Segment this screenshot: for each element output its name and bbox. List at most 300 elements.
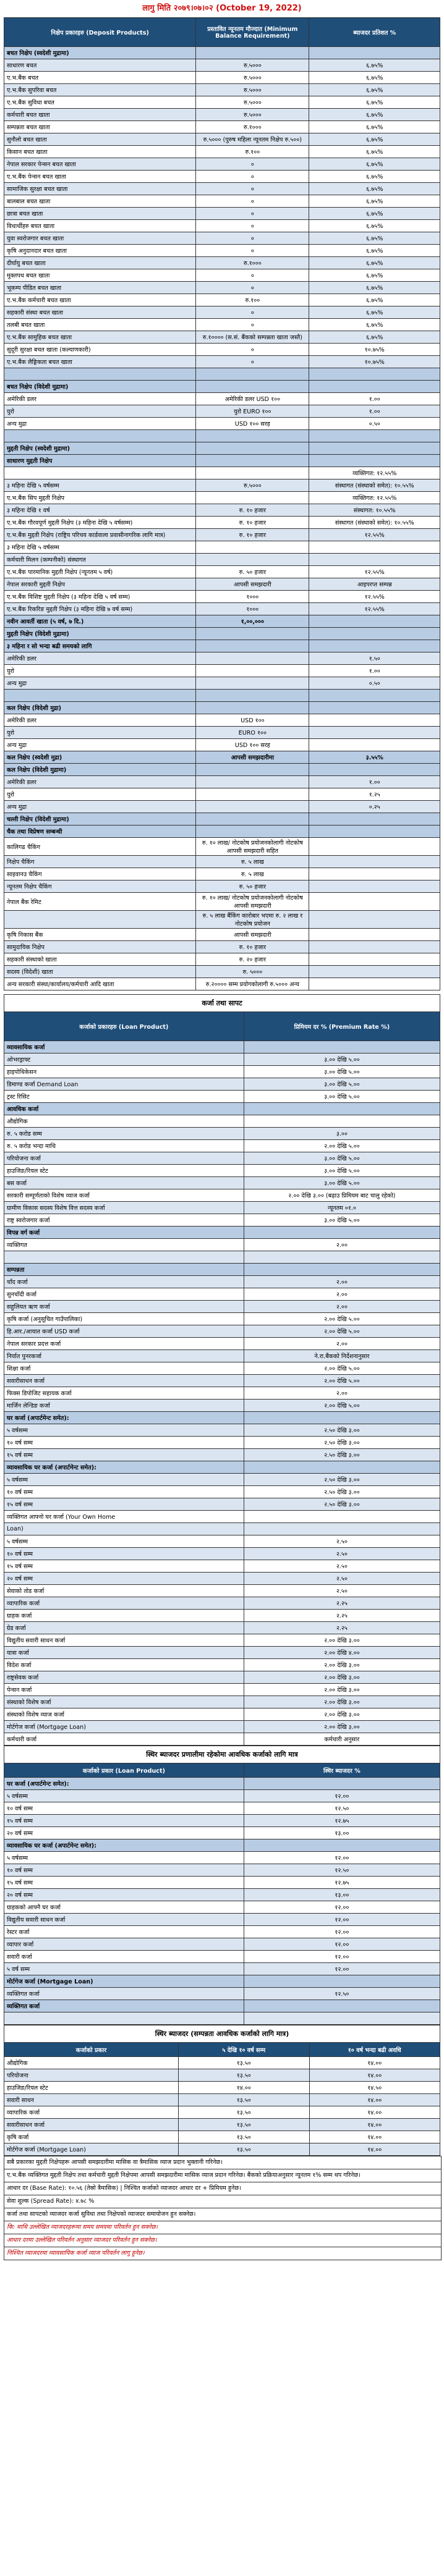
cell-c2 [196, 492, 309, 504]
cell-c1: ए.भ.बैंक सामुहिक बचत खाता [4, 331, 196, 344]
cell-c1: हि.आर./आयात कर्जा USD कर्जा [4, 1325, 244, 1338]
table-row [4, 1901, 440, 1914]
cell-c2: रु.१०० [196, 146, 309, 158]
cell-c1: बस कर्जा [4, 1177, 244, 1189]
table-row [4, 158, 440, 171]
cell-c2: २.०० [244, 1276, 440, 1288]
cell-c2: ० [196, 183, 309, 195]
cell-c2: रु.५००० [196, 96, 309, 109]
cell-c1: किसान बचत खाता [4, 146, 196, 158]
cell-c2: १४.०० [179, 2082, 310, 2094]
cell-c3: ०.५० [309, 418, 440, 430]
cell-c3 [309, 628, 440, 640]
fixed-loan-section-title: स्थिर ब्याजदर प्रणालीमा रहेकोमा आवधिक कर्जाको लागि मात्र [4, 1746, 440, 1763]
cell-c3: ६.७५% [309, 319, 440, 331]
cell-c2: आपसी समझदारी [196, 578, 309, 591]
cell-c2: २.०० [244, 1387, 440, 1400]
section-row [4, 1975, 440, 1988]
table-row [4, 1066, 440, 1078]
cell-c1: युरो [4, 665, 196, 677]
table-row [4, 1610, 440, 1622]
cell-c3: ६.७५% [309, 269, 440, 282]
table-row [4, 492, 440, 504]
cell-c2: २.०० देखि ५.०० [244, 1313, 440, 1325]
cell-c2: ० [196, 344, 309, 356]
cell-c1: सवारी कर्जा [4, 1951, 244, 1963]
cell-c3: १२.५५% [309, 591, 440, 603]
cell-c3: १.०० [309, 776, 440, 788]
table-row [4, 344, 440, 356]
cell-c2 [244, 2012, 440, 2025]
table-row [4, 566, 440, 578]
section-row [4, 2000, 440, 2012]
cell-c1: कृषि कर्जा [4, 2131, 179, 2143]
cell-c1: दीर्घायु बचत खाता [4, 257, 196, 269]
cell-c1: चैक तथा विप्रेषण सम्बन्धी [4, 826, 196, 838]
cell-c1: सुनचाँदी कर्जा [4, 1288, 244, 1301]
section-row [4, 702, 440, 714]
cell-c1: शिक्षा कर्जा [4, 1362, 244, 1375]
variable-loan-header-10-plus: १० वर्ष भन्दा बढी अवधि [309, 2043, 440, 2057]
table-row [4, 418, 440, 430]
table-row [4, 2131, 440, 2143]
loan-body [4, 1041, 440, 1746]
cell-c1: घर कर्जा (अपार्टमेन्ट समेत): [4, 1778, 244, 1790]
cell-c2: रु. ५ लाख [196, 856, 309, 868]
cell-c2 [196, 788, 309, 801]
table-row [4, 1375, 440, 1387]
table-row [4, 1140, 440, 1152]
table-row [4, 1214, 440, 1227]
cell-c1: मार्जिन लेन्डिङ कर्जा [4, 1400, 244, 1412]
deposit-header-rate: ब्याजदर प्रतिशत % [309, 18, 440, 47]
cell-c1: ग्रेड कर्जा [4, 1622, 244, 1634]
cell-c2: ० [196, 356, 309, 368]
cell-c2: रु.५००० (पुरुष महिला न्यूनतम निक्षेप रु.५००) [196, 133, 309, 146]
cell-c1: संस्थाको विशेष कर्जा [4, 1696, 244, 1708]
fixed-loan-header-rate: स्थिर ब्याजदर % [244, 1763, 440, 1778]
table-row [4, 59, 440, 72]
cell-c1: सेवाको तोड कर्जा [4, 1585, 244, 1597]
table-row [4, 591, 440, 603]
cell-c1: राष्ट्र स्वरोजगार कर्जा [4, 1214, 244, 1227]
cell-c2: २.०० [244, 1301, 440, 1313]
section-row [4, 1778, 440, 1790]
cell-c2 [244, 1523, 440, 1535]
cell-c2: २.५० [244, 1560, 440, 1573]
table-row [4, 1486, 440, 1498]
section-row [4, 455, 440, 467]
table-row [4, 1790, 440, 1802]
cell-c3 [309, 893, 440, 911]
cell-c3: १.५० [309, 652, 440, 665]
cell-c2: १३.५० [179, 2094, 310, 2106]
table-row [4, 529, 440, 541]
cell-c3: १४.०० [309, 2094, 440, 2106]
cell-c3 [309, 541, 440, 554]
cell-c3: ६.७५% [309, 195, 440, 208]
cell-c1: विदेश कर्जा [4, 1659, 244, 1671]
cell-c1: व्यापारिक कर्जा [4, 2106, 179, 2119]
cell-c2: रु. १० लाख/ नोटकोष प्रयोजनकोलागी नोटकोष आपसी समझदारी सहित [196, 838, 309, 856]
table-row [4, 1152, 440, 1165]
cell-c3: ६.७५% [309, 109, 440, 121]
cell-c2: ० [196, 306, 309, 319]
cell-c2: ० [196, 171, 309, 183]
cell-c1: रु. ५ करोड भन्दा माथि [4, 1140, 244, 1152]
cell-c1 [4, 911, 196, 929]
table-row [4, 1671, 440, 1684]
table-row [4, 1239, 440, 1251]
table-row [4, 1511, 440, 1523]
cell-c1: ५ वर्षसम्म [4, 1852, 244, 1864]
table-row [4, 1914, 440, 1926]
cell-c3 [309, 941, 440, 953]
table-row [4, 868, 440, 880]
cell-c2: २.५० देखि ३.०० [244, 1437, 440, 1449]
table-row [4, 171, 440, 183]
cell-c3: १४.०० [309, 2131, 440, 2143]
cell-c2: १२.०० [244, 1938, 440, 1951]
cell-c1: कालिगढ चैकिंग [4, 838, 196, 856]
cell-c2: २.५० देखि ३.०० [244, 1449, 440, 1461]
table-row [4, 1276, 440, 1288]
cell-c2 [196, 764, 309, 776]
cell-c3: ६.७५% [309, 282, 440, 294]
table-row [4, 893, 440, 911]
cell-c1: सामाजिक सुरक्षा बचत खाता [4, 183, 196, 195]
cell-c1: हाइपोथिकेसन [4, 1066, 244, 1078]
cell-c2 [244, 1778, 440, 1790]
cell-c2: ने.रा.बैंकको निर्देशनानुसार [244, 1350, 440, 1362]
cell-c2: रु. ५००० [196, 966, 309, 978]
table-row [4, 282, 440, 294]
cell-c1: कृषि निकास बैंक [4, 929, 196, 941]
cell-c2: २.५० देखि ३.०० [244, 1474, 440, 1486]
cell-c1: अमेरिकी डलर [4, 776, 196, 788]
cell-c2 [244, 1412, 440, 1424]
section-row [4, 47, 440, 59]
cell-c1: साइवानउ चैकिंग [4, 868, 196, 880]
cell-c3: १४.०० [309, 2119, 440, 2131]
variable-loan-header-row [4, 2043, 440, 2057]
cell-c1: बचत निक्षेप (विदेशी मुद्रामा) [4, 381, 196, 393]
cell-c2 [196, 368, 309, 381]
cell-c1: व्यक्तिगत कर्जा [4, 2000, 244, 2012]
cell-c2: रु.१००० [196, 257, 309, 269]
fixed-loan-header-product: कर्जाको प्रकार (Loan Product) [4, 1763, 244, 1778]
cell-c3: १.०० [309, 393, 440, 405]
cell-c1: सवारीसाधन कर्जा [4, 2119, 179, 2131]
cell-c3: १२.५५% [309, 603, 440, 615]
cell-c1: व्यक्तिगत आफ्नो घर कर्जा (Your Own Home [4, 1511, 244, 1523]
table-row [4, 1963, 440, 1975]
cell-c2: रु.२०००० सम्म प्रयोगकोलागी रु.५००० अन्य [196, 978, 309, 990]
cell-c3 [309, 953, 440, 966]
table-row [4, 788, 440, 801]
table-row [4, 1926, 440, 1938]
cell-c1: ए.भ.बैंक बचत [4, 72, 196, 84]
table-row [4, 801, 440, 813]
cell-c1: मुद्दती निक्षेप (स्वदेशी मुद्रामा) [4, 442, 196, 455]
cell-c3: ६.७५% [309, 294, 440, 306]
table-row [4, 1350, 440, 1362]
cell-c1: ५ वर्षसम्म [4, 1535, 244, 1548]
cell-c1: व्यक्तिगत कर्जा [4, 1988, 244, 2000]
cell-c1: कल निक्षेप (स्वदेशी मुद्रा) [4, 751, 196, 764]
table-row [4, 2069, 440, 2082]
table-row [4, 1523, 440, 1535]
cell-c2: २.०० देखि ५.०० [244, 1400, 440, 1412]
table-row [4, 109, 440, 121]
cell-c1: ए.भ.बैंक पारमानिक मुद्दती निक्षेप (न्यूनतम ५ वर्ष) [4, 566, 196, 578]
cell-c2 [196, 442, 309, 455]
cell-c2: २.०० देखि ४.०० [244, 1647, 440, 1659]
cell-c3: ६.७५% [309, 257, 440, 269]
cell-c2 [244, 1041, 440, 1054]
table-row [4, 1128, 440, 1140]
table-row [4, 1721, 440, 1733]
cell-c2 [196, 702, 309, 714]
cell-c3 [309, 47, 440, 59]
cell-c2: १,००,००० [196, 615, 309, 628]
table-row [4, 1708, 440, 1721]
section-row [4, 1412, 440, 1424]
cell-c1: ग्राहक कर्जा [4, 1610, 244, 1622]
cell-c3: ६.७५% [309, 121, 440, 133]
cell-c3: १४.०० [309, 2057, 440, 2069]
cell-c1: अमेरिकी डलर [4, 393, 196, 405]
cell-c3: संस्थागत: १०.५५% [309, 504, 440, 517]
cell-c1: १० वर्ष सम्म [4, 1548, 244, 1560]
cell-c1: ए.भ.बैंक गौरवपूर्ण मुद्दती निक्षेप (३ महिना देखि ५ वर्षसम्म) [4, 517, 196, 529]
table-row [4, 1659, 440, 1671]
cell-c2: आपसी समझदारीमा [196, 751, 309, 764]
cell-c1: नेपाल सरकार पेन्सन बचत खाता [4, 158, 196, 171]
cell-c2: १२.०० [244, 1852, 440, 1864]
cell-c1: परियोजना [4, 2069, 179, 2082]
cell-c3: ३.५५% [309, 751, 440, 764]
table-row [4, 306, 440, 319]
table-row [4, 1165, 440, 1177]
cell-c1: कृषि कर्जा (अनुसूचित गाउँपालिका) [4, 1313, 244, 1325]
cell-c3 [309, 727, 440, 739]
cell-c3 [309, 640, 440, 652]
cell-c3: ६.७५% [309, 146, 440, 158]
cell-c1: औद्योगिक [4, 2057, 179, 2069]
cell-c1: रेस्टर कर्जा [4, 1926, 244, 1938]
cell-c2 [196, 665, 309, 677]
cell-c1: युरो [4, 727, 196, 739]
cell-c1: ए.भ.बैंक सिप मुद्दती निक्षेप [4, 492, 196, 504]
cell-c2: २.०० देखि ३.०० [244, 1671, 440, 1684]
cell-c1: ग्रामीण विकास सदस्य विशेष वित्त सदस्य कर्जा [4, 1202, 244, 1214]
cell-c3: ६.७५% [309, 96, 440, 109]
cell-c1: फिक्स डिपोजिट सहायक कर्जा [4, 1387, 244, 1400]
fixed-loan-table [4, 1763, 440, 2025]
cell-c1: ५ वर्ष सम्म [4, 1963, 244, 1975]
table-row [4, 677, 440, 690]
table-row [4, 1449, 440, 1461]
table-row [4, 232, 440, 245]
cell-c2 [196, 455, 309, 467]
cell-c2: २.०० देखि ३.०० [244, 1659, 440, 1671]
cell-c2: १३.५० [179, 2069, 310, 2082]
cell-c1: छात्रा बचत खाता [4, 208, 196, 220]
cell-c1: विधार्थीहरु बचत खाता [4, 220, 196, 232]
section-row [4, 1041, 440, 1054]
cell-c1: कर्मचारी कर्जा [4, 1733, 244, 1746]
table-row [4, 880, 440, 893]
cell-c1: अन्य मुद्रा [4, 801, 196, 813]
footnote: ए.भ.बैंक व्यक्तिगत मुद्दती निक्षेप तथा कर्मचारी मुद्दती निक्षेपमा आपसी समझदारीमा मासिक व्याज प्रदान गरिनेछ। बैंकको प्रक्रियाअनुसार न्यूनतम १% सम्म थप गरिनेछ। [4, 2169, 441, 2182]
table-row [4, 1634, 440, 1647]
section-row [4, 640, 440, 652]
table-row [4, 1054, 440, 1066]
cell-c2: २.२५ [244, 1610, 440, 1622]
cell-c2: २.५० [244, 1573, 440, 1585]
cell-c3: ०.२५ [309, 801, 440, 813]
deposit-table [4, 17, 440, 990]
cell-c3 [309, 615, 440, 628]
cell-c1: १५ वर्ष सम्म [4, 1877, 244, 1889]
table-row [4, 1387, 440, 1400]
cell-c1: बालबाल बचत खाता [4, 195, 196, 208]
cell-c1: सम्पन्नता [4, 1264, 244, 1276]
cell-c1: परियोजना कर्जा [4, 1152, 244, 1165]
cell-c3: १४.०० [309, 2069, 440, 2082]
cell-c3: १४.५० [309, 2082, 440, 2094]
cell-c1: हाउजिङ/रियल स्टेट [4, 1165, 244, 1177]
table-row [4, 1696, 440, 1708]
cell-c2: रु.५००० [196, 479, 309, 492]
cell-c1: कर्मचारी बचत खाता [4, 109, 196, 121]
table-row [4, 665, 440, 677]
cell-c2: २.५० [244, 1535, 440, 1548]
table-row [4, 84, 440, 96]
cell-c1: अन्य मुद्रा [4, 739, 196, 751]
section-row [4, 1103, 440, 1115]
cell-c1: ए.भ.बैंक रिकरिङ मुद्दती निक्षेप (३ महिना देखि ७ वर्ष सम्म) [4, 603, 196, 615]
cell-c2: रु. १० लाख/ नोटकोष प्रयोजनकोलागी नोटकोष आपसी समझदारी [196, 893, 309, 911]
table-row [4, 1498, 440, 1511]
cell-c2: ३.०० देखि ५.०० [244, 1152, 440, 1165]
cell-c1: ए.भ.बैंक कर्मचारी बचत खाता [4, 294, 196, 306]
table-row [4, 652, 440, 665]
cell-c3 [309, 690, 440, 702]
table-row [4, 72, 440, 84]
cell-c2: १२.०० [244, 1926, 440, 1938]
deposit-body [4, 47, 440, 990]
loan-table [4, 1011, 440, 1746]
table-row [4, 1301, 440, 1313]
cell-c1: ३ महिना देखि ५ वर्षसम्म [4, 479, 196, 492]
table-row [4, 121, 440, 133]
cell-c2: ० [196, 195, 309, 208]
cell-c1: पेन्सन कर्जा [4, 1684, 244, 1696]
cell-c1: १० वर्ष सम्म [4, 1486, 244, 1498]
cell-c2: १२.०० [244, 1914, 440, 1926]
table-row [4, 1585, 440, 1597]
variable-loan-header-5-10: ५ देखि १० वर्ष सम्म [179, 2043, 310, 2057]
table-row [4, 2143, 440, 2156]
cell-c2 [196, 467, 309, 479]
cell-c1: घर कर्जा (अपार्टमेन्ट समेत): [4, 1412, 244, 1424]
cell-c2: २.०० [244, 1288, 440, 1301]
cell-c2: २.०० देखि ५.०० [244, 1325, 440, 1338]
table-row [4, 1647, 440, 1659]
cell-c2: १२.५० [244, 1864, 440, 1877]
cell-c1: सहकारी संस्थाको खाता [4, 953, 196, 966]
cell-c2: १३.०० [244, 1889, 440, 1901]
table-row [4, 1325, 440, 1338]
cell-c3: १.०० [309, 405, 440, 418]
cell-c1: संस्थाको विशेष व्याज कर्जा [4, 1708, 244, 1721]
cell-c2: २.२५ [244, 1622, 440, 1634]
section-row [4, 1461, 440, 1474]
table-row [4, 1827, 440, 1839]
cell-c3 [309, 966, 440, 978]
cell-c1: व्यापारिक कर्जा [4, 1597, 244, 1610]
cell-c2 [244, 1461, 440, 1474]
cell-c2 [196, 381, 309, 393]
cell-c1: तलबी बचत खाता [4, 319, 196, 331]
table-row [4, 2106, 440, 2119]
cell-c3 [309, 442, 440, 455]
cell-c2: १२.५० [244, 1802, 440, 1815]
table-row [4, 578, 440, 591]
cell-c3 [309, 880, 440, 893]
table-row [4, 1733, 440, 1746]
cell-c2 [244, 1115, 440, 1128]
cell-c1: युवा स्वरोजगार बचत खाता [4, 232, 196, 245]
cell-c2 [244, 1264, 440, 1276]
table-row [4, 2119, 440, 2131]
cell-c2: USD १०० [196, 714, 309, 727]
cell-c2: २.०० देखि ३.०० [244, 1684, 440, 1696]
cell-c3 [309, 838, 440, 856]
cell-c2: १२.०० [244, 1951, 440, 1963]
table-row [4, 1091, 440, 1103]
cell-c2: ० [196, 208, 309, 220]
cell-c1 [4, 1251, 244, 1264]
table-row [4, 1560, 440, 1573]
cell-c2: २.०० देखि ५.०० [244, 1362, 440, 1375]
table-row [4, 941, 440, 953]
table-row [4, 245, 440, 257]
table-row [4, 517, 440, 529]
loan-section-title: कर्जा तथा सापट [4, 994, 440, 1011]
cell-c1: ३ महिना र सो भन्दा बढी समयको लागि [4, 640, 196, 652]
section-row [4, 1264, 440, 1276]
cell-c2 [196, 554, 309, 566]
cell-c1: २० वर्ष सम्म [4, 1827, 244, 1839]
table-row [4, 978, 440, 990]
cell-c1: नेपाल सरकारी मुद्दती निक्षेप [4, 578, 196, 591]
cell-c1: Loan) [4, 1523, 244, 1535]
cell-c2: EURO १०० [196, 727, 309, 739]
cell-c2 [196, 628, 309, 640]
cell-c1: सामुदायिक निक्षेप [4, 941, 196, 953]
table-row [4, 1938, 440, 1951]
table-row [4, 554, 440, 566]
cell-c1: साधारण बचत [4, 59, 196, 72]
cell-c2: ० [196, 245, 309, 257]
cell-c2: ० [196, 232, 309, 245]
cell-c1: मोर्टगेज कर्जा (Mortgage Loan) [4, 1975, 244, 1988]
cell-c2: २.०० देखि ३.०० (बढ़ाउ प्रिमियम बाट चालु रहेको) [244, 1189, 440, 1202]
cell-c2 [196, 47, 309, 59]
